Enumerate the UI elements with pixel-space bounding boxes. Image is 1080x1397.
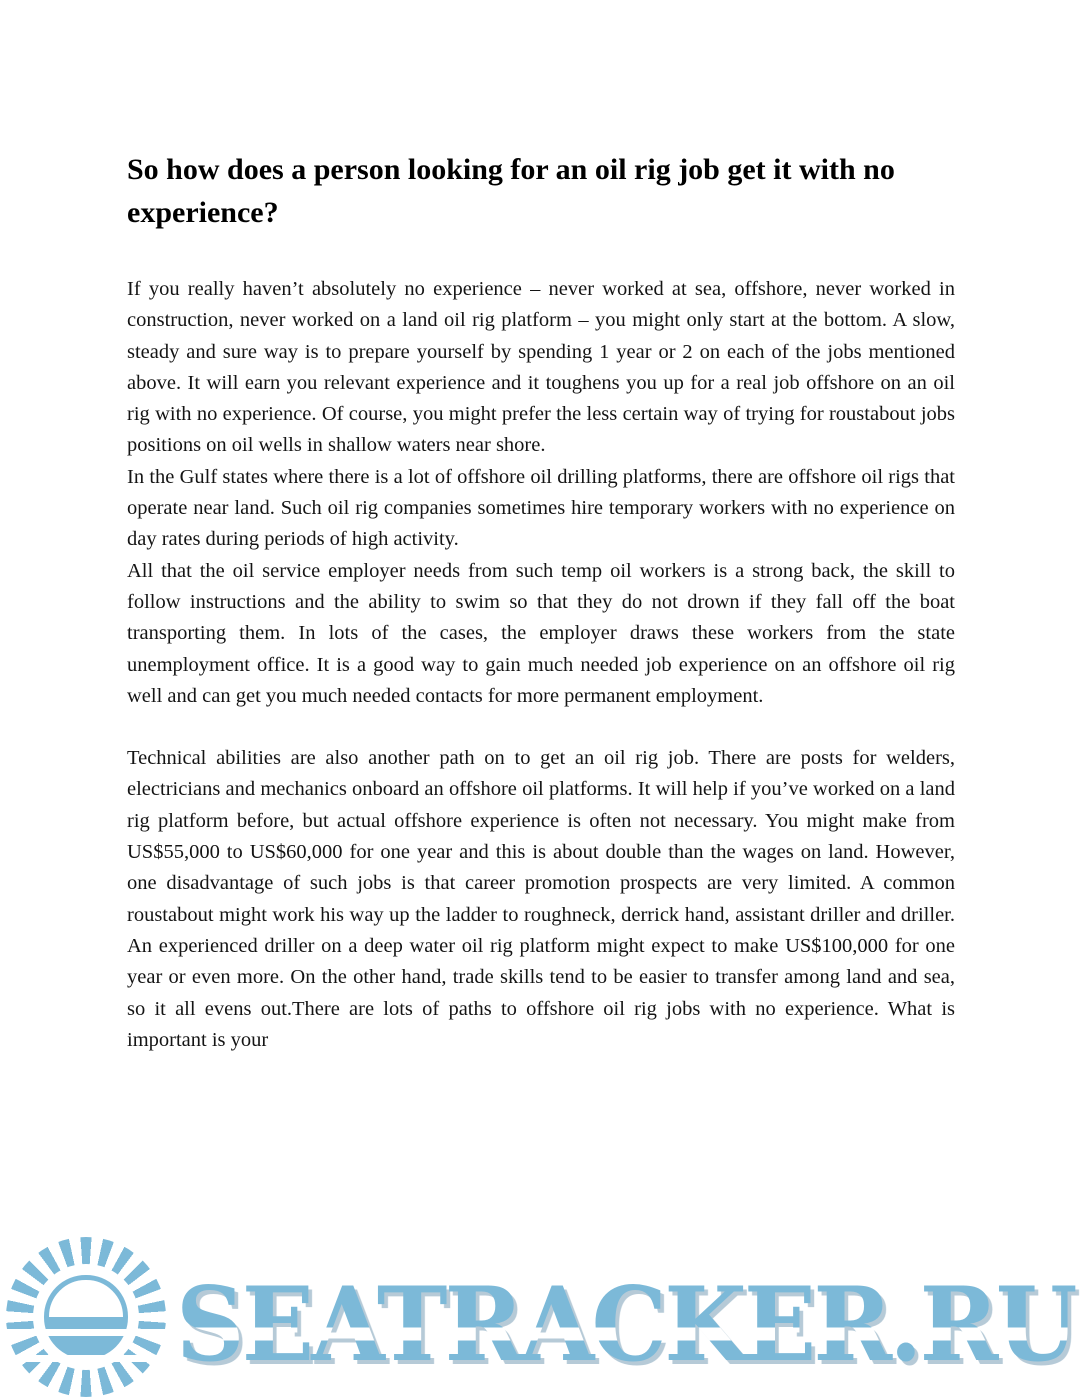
body-text <box>127 274 955 1056</box>
sun-core <box>44 1275 127 1358</box>
sun-rays <box>6 1237 166 1397</box>
sun-stripe <box>6 1329 166 1336</box>
document-content <box>127 148 955 1056</box>
page-title: So how does a person looking for an oil rig job get it with no experience? <box>127 153 895 229</box>
paragraph-4: Technical abilities are also another path on to get an oil rig job. There are posts for welders, electricians and mechanics onboard an offshore oil platforms. It will help if you’ve worked on a land rig platform before, but actual offshore experience is often not necessary. You might make from US$55,000 to US$60,000 for one year and this is about double than the wages on land. However, one disadvantage of such jobs is that career promotion prospects are very limited. A common roustabout might work his way up the ladder to roughneck, derrick hand, assistant driller and driller. An experienced driller on a deep water oil rig platform might expect to make US$100,000 for one year or even more. On the other hand, trade skills tend to be easier to transfer among land and sea, so it all evens out.There are lots of paths to offshore oil rig jobs with no experience. What is important is your <box>127 747 955 1051</box>
paragraph-1: If you really haven’t absolutely no experience – never worked at sea, offshore, never worked in construction, never worked on a land oil rig platform – you might only start at the bottom. A slow, steady and sure way is to prepare yourself by spending 1 year or 2 on each of the jobs mentioned above. It will earn you relevant experience and it toughens you up for a real job offshore on an oil rig with no experience. Of course, you might prefer the less certain way of trying for roustabout jobs positions on oil wells in shallow waters near shore. <box>127 278 955 457</box>
paragraph-3: All that the oil service employer needs from such temp oil workers is a strong back, the skill to follow instructions and the ability to swim so that they do not drown if they fall off the boat transporting them. In lots of the cases, the employer draws these workers from the state unemployment office. It is a good way to gain much needed job experience on an offshore oil rig well and can get you much needed contacts for more permanent employment. <box>127 559 955 707</box>
sun-stripe <box>6 1355 166 1362</box>
sun-icon <box>6 1237 166 1397</box>
watermark <box>0 1227 1080 1397</box>
paragraph-2: In the Gulf states where there is a lot of offshore oil drilling platforms, there are offshore oil rigs that operate near land. Such oil rig companies sometimes hire temporary workers with no experience on day rates during periods of high activity. <box>127 465 955 551</box>
watermark-text: SEATRACKER.RU <box>176 1265 1076 1385</box>
